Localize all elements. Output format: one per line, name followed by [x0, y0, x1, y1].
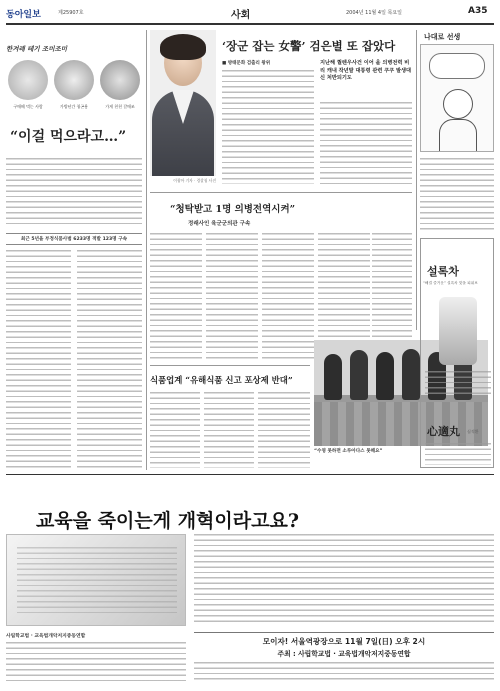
- mid-headline: “청탁받고 1명 의병전역시켜”: [170, 204, 296, 215]
- masthead: [6, 6, 494, 22]
- photo-caption-1: 구매해 먹는 사람: [13, 104, 43, 109]
- lead-name: ■ 방태문화 검출리 왕위: [222, 61, 271, 66]
- center-top-story: [150, 30, 412, 190]
- food-photo-2: [54, 60, 94, 100]
- ad-footer-title: 사립학교법 · 교육법개악저지중동연합: [6, 634, 86, 639]
- mid-sub-headline: 정래사인 육군군의관 구속: [188, 221, 251, 227]
- ad-host-line: 주최 : 사립학교법 · 교육법개악저지중동연합: [277, 650, 411, 658]
- ad-headline: 교육을 죽이는게 개혁이라고요?: [36, 510, 299, 532]
- low-body-col3: [258, 392, 310, 468]
- portrait-caption: 이광아 기자 · 경찰청 사진: [173, 178, 216, 183]
- swimmer-2: [350, 350, 368, 400]
- divider-center-top: [150, 192, 412, 193]
- top-headline: ‘장군 잡는 女警’ 검은별 또 잡았다: [222, 39, 396, 53]
- ad-footer-members-right: [194, 662, 494, 682]
- ad-event-banner: [194, 632, 494, 660]
- right-body-col: [420, 158, 494, 232]
- tea-product-image: [439, 297, 477, 365]
- feature-kicker: 한겨레 테기 조미조미: [6, 45, 68, 53]
- ad-event-line: 모이자! 서울역광장으로 11월 7일(日) 오후 2시: [262, 637, 426, 646]
- swimmer-3: [376, 352, 394, 400]
- top-story-body-b: [320, 102, 412, 184]
- tea-ad-subtitle: “해결 즐거운” 설록차 맛을 피워보: [423, 281, 478, 285]
- left-body-col1: [6, 250, 71, 470]
- swimmer-4: [402, 349, 420, 400]
- edition-number: 제25907호: [58, 10, 84, 16]
- mid-body-col1: [150, 233, 202, 359]
- top-story-body-a: [222, 70, 314, 184]
- divider-left: [146, 30, 147, 470]
- mid-body-col3: [262, 233, 314, 359]
- cartoon-face: [443, 89, 473, 119]
- tea-ad-title: 설록차: [427, 265, 459, 278]
- low-body-col2: [204, 392, 254, 468]
- left-column: [6, 30, 142, 470]
- left-headline: “이걸 먹으라고…”: [10, 129, 127, 145]
- cartoon-title: 나대로 선생: [424, 33, 461, 41]
- page-number: A35: [468, 6, 488, 16]
- cartoon-bubble: [429, 53, 485, 79]
- newspaper-name: 동아일보: [6, 10, 41, 20]
- left-lead-text: [6, 158, 142, 224]
- masthead-rule: [6, 23, 494, 25]
- education-ad: [6, 478, 494, 684]
- low-body-col1: [150, 392, 200, 468]
- bottom-ad-name: 心適丸: [427, 425, 460, 438]
- cartoon-box: [420, 44, 494, 152]
- portrait-photo: [150, 30, 216, 176]
- portrait-hair: [160, 34, 206, 60]
- center-low-story: [150, 368, 310, 468]
- bottom-ad-label: 심적환: [467, 429, 479, 434]
- top-sub-headline: 지난해 퀄렌우사건 이어 을 의병전력 비리 캐내 작년말 대통령 관련 쿠쿠 발생대신 처반되기도: [320, 60, 412, 82]
- food-photo-3: [100, 60, 140, 100]
- mid-body-col2: [206, 233, 258, 359]
- cartoon-body: [439, 119, 477, 152]
- low-headline: 식품업계 “유해식품 신고 포상제 반대”: [150, 375, 293, 385]
- ad-top-rule: [6, 474, 494, 475]
- food-photo-1: [8, 60, 48, 100]
- issue-date: 2004년 11월 4일 목요일: [346, 10, 403, 16]
- left-body-col2: [77, 250, 142, 470]
- section-title: 사회: [231, 10, 251, 21]
- right-column: [420, 30, 494, 470]
- swimmer-1: [324, 354, 342, 400]
- divider-center-mid: [150, 365, 310, 366]
- tea-ad: [420, 238, 494, 468]
- bottom-ad-copy: [425, 443, 491, 465]
- ad-footer-members: [6, 642, 186, 682]
- photo-caption-2: 가방년간 청곤용: [59, 104, 89, 109]
- ad-body-text: [194, 534, 494, 626]
- photo-caption-3: 가게 천천 갈매조: [105, 104, 135, 109]
- tea-ad-copy: [425, 371, 491, 395]
- swim-photo-caption: “수영 못하면 소루아다스 못해요”: [314, 449, 383, 454]
- ad-left-graphic: [6, 534, 186, 626]
- left-sub-caption: 최근 5년을 부정식품사범 6233명 적발 123명 구속: [6, 233, 142, 245]
- divider-right: [416, 30, 417, 330]
- ad-left-graphic-text: [17, 547, 177, 617]
